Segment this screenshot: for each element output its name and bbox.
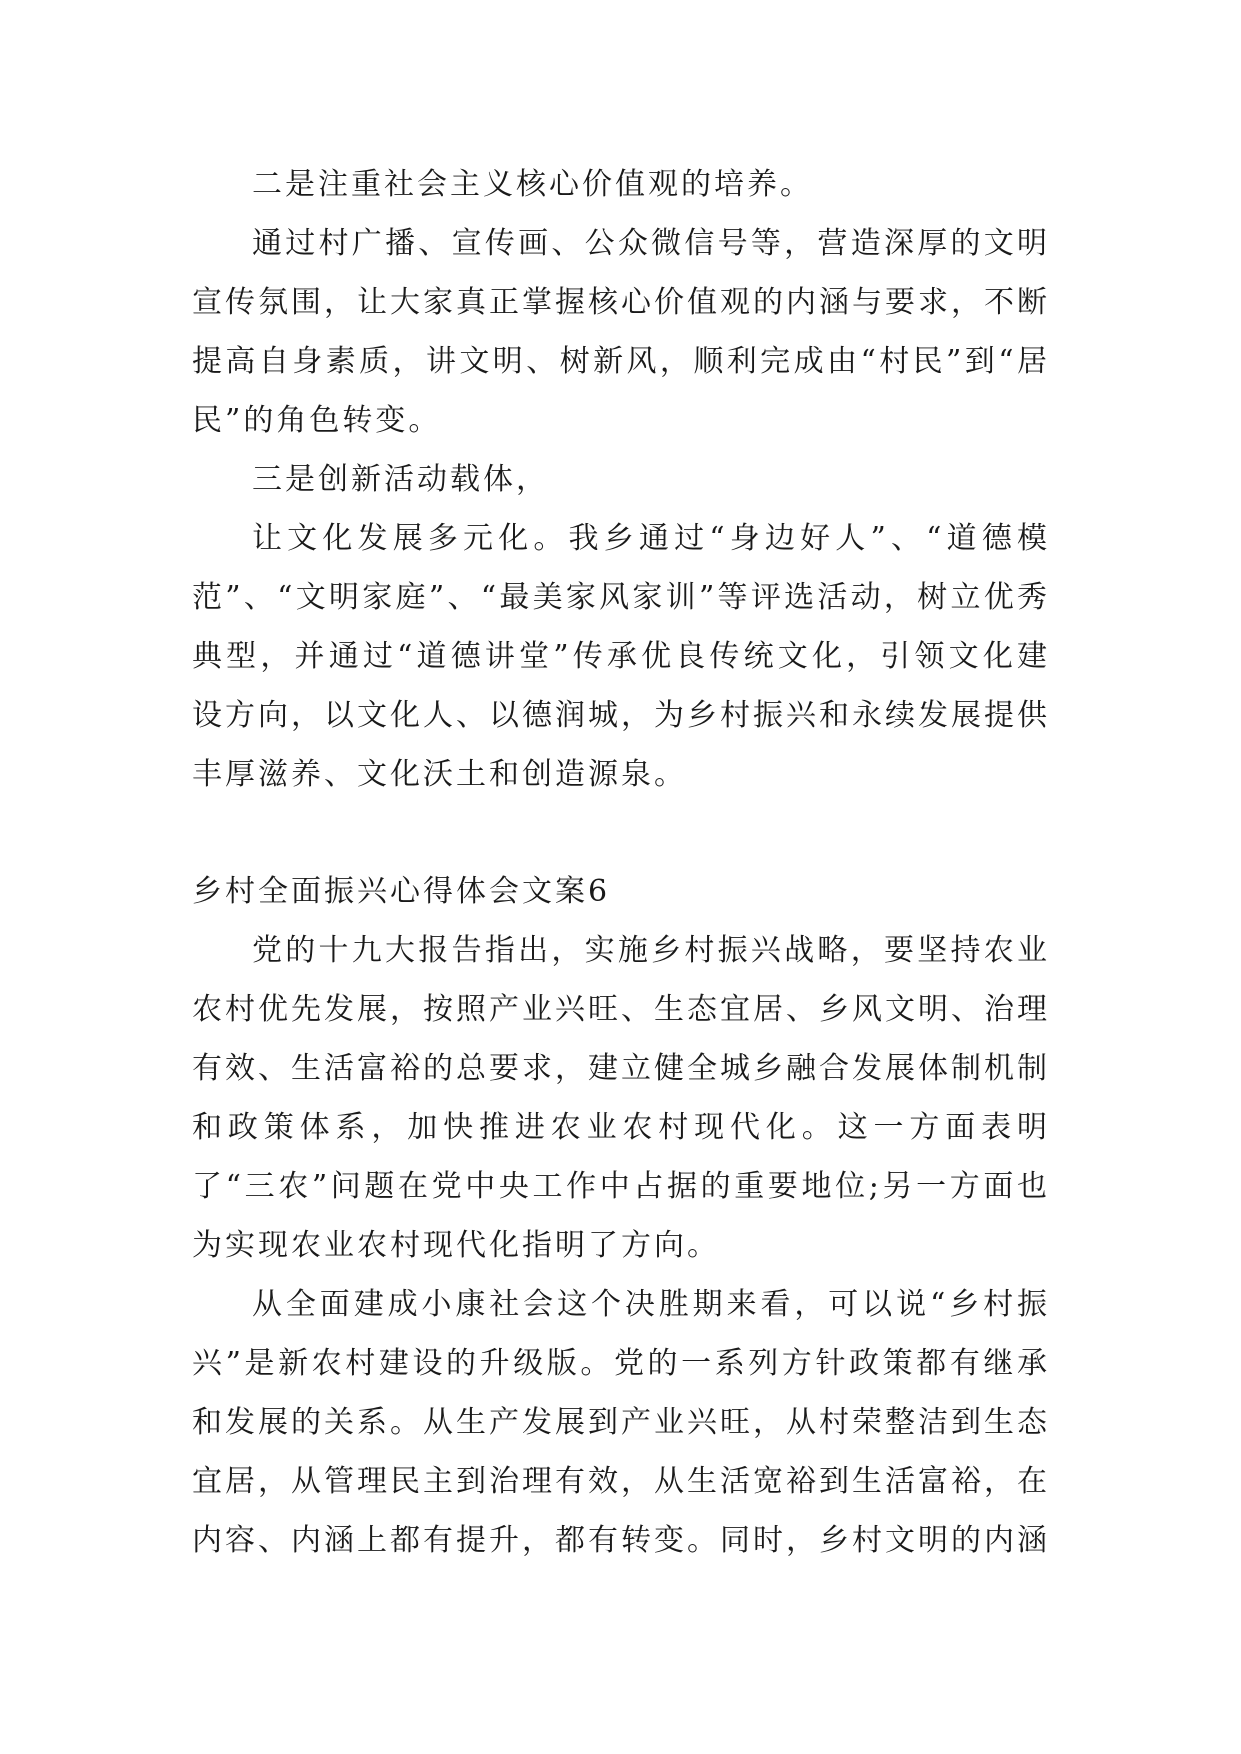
paragraph-4: 让文化发展多元化。我乡通过“身边好人”、“道德模范”、“文明家庭”、“最美家风家训”等评选活动，树立优秀典型，并通过“道德讲堂”传承优良传统文化，引领文化建设方向，以文化人、以德润城，为乡村振兴和永续发展提供丰厚滋养、文化沃土和创造源泉。 — [192, 521, 1050, 792]
paragraph-1: 二是注重社会主义核心价值观的培养。 — [252, 167, 813, 202]
paragraph-5: 党的十九大报告指出，实施乡村振兴战略，要坚持农业农村优先发展，按照产业兴旺、生态宜居、乡风文明、治理有效、生活富裕的总要求，建立健全城乡融合发展体制机制和政策体系，加快推进农业农村现代化。这一方面表明了“三农”问题在党中央工作中占据的重要地位;另一方面也为实现农业农村现代化指明了方向。 — [192, 933, 1050, 1263]
paragraph-3: 三是创新活动载体， — [252, 462, 549, 497]
document-body — [192, 155, 1050, 1570]
section-title: 乡村全面振兴心得体会文案6 — [192, 874, 611, 909]
paragraph-2: 通过村广播、宣传画、公众微信号等，营造深厚的文明宣传氛围，让大家真正掌握核心价值观的内涵与要求，不断提高自身素质，讲文明、树新风，顺利完成由“村民”到“居民”的角色转变。 — [192, 226, 1050, 438]
paragraph-6: 从全面建成小康社会这个决胜期来看，可以说“乡村振兴”是新农村建设的升级版。党的一系列方针政策都有继承和发展的关系。从生产发展到产业兴旺，从村荣整洁到生态宜居，从管理民主到治理有效，从生活宽裕到生活富裕，在内容、内涵上都有提升，都有转变。同时，乡村文明的内涵 — [192, 1287, 1050, 1558]
section-spacer — [192, 804, 1050, 862]
